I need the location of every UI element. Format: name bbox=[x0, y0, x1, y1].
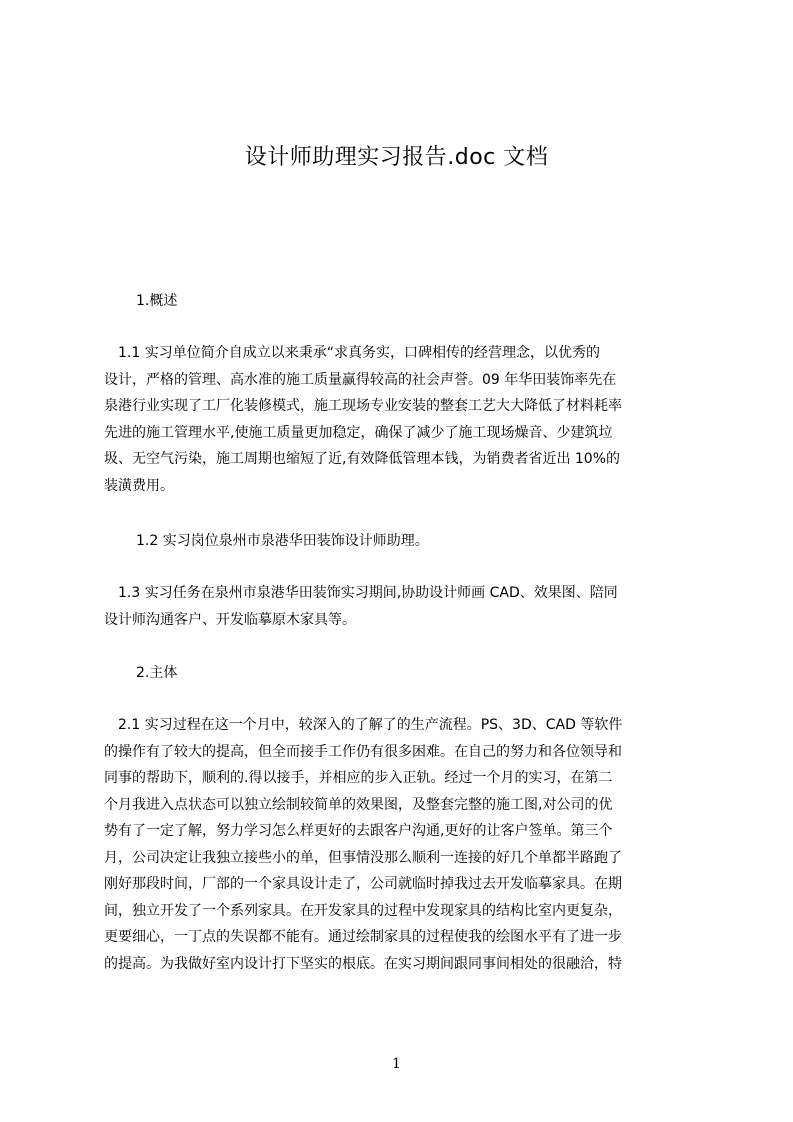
paragraph-line: 同事的帮助下，顺利的.得以接手，并相应的步入正轨。经过一个月的实习，在第二 bbox=[104, 770, 613, 786]
paragraph-line: 1.1 实习单位简介自成立以来秉承“求真务实，口碑相传的经营理念，以优秀的 bbox=[104, 345, 600, 361]
paragraph-line: 的提高。为我做好室内设计打下坚实的根底。在实习期间跟同事间相处的很融洽，特 bbox=[104, 955, 622, 972]
paragraph-1-3 bbox=[104, 580, 704, 633]
document-title: 设计师助理实习报告.doc 文档 bbox=[244, 145, 549, 170]
paragraph-line: 泉港行业实现了工厂化装修模式，施工现场专业安装的整套工艺大大降低了材料耗率 bbox=[104, 398, 622, 414]
paragraph-line: 刚好那段时间，厂部的一个家具设计走了，公司就临时掉我过去开发临摹家具。在期 bbox=[104, 876, 622, 892]
section-2-heading: 2.主体 bbox=[136, 665, 178, 681]
paragraph-line: 更要细心，一丁点的失误都不能有。通过绘制家具的过程使我的绘图水平有了进一步 bbox=[104, 929, 622, 945]
paragraph-1-2: 1.2 实习岗位泉州市泉港华田装饰设计师助理。 bbox=[136, 533, 429, 549]
paragraph-line: 势有了一定了解，努力学习怎么样更好的去跟客户沟通,更好的让客户签单。第三个 bbox=[104, 823, 613, 839]
paragraph-line: 1.3 实习任务在泉州市泉港华田装饰实习期间,协助设计师画 CAD、效果图、陪同 bbox=[104, 585, 618, 601]
paragraph-1-1 bbox=[104, 340, 704, 499]
paragraph-line: 月，公司决定让我独立接些小的单，但事情没那么顺利一连接的好几个单都半路跑了 bbox=[104, 849, 622, 866]
paragraph-line: 个月我进入点状态可以独立绘制较简单的效果图，及整套完整的施工图,对公司的优 bbox=[104, 796, 613, 813]
paragraph-2-1 bbox=[104, 712, 704, 977]
paragraph-line: 间，独立开发了一个系列家具。在开发家具的过程中发现家具的结构比室内更复杂， bbox=[104, 902, 622, 919]
page-number: 1 bbox=[392, 1056, 401, 1072]
paragraph-line: 2.1 实习过程在这一个月中，较深入的了解了的生产流程。PS、3D、CAD 等软件 bbox=[104, 717, 623, 733]
paragraph-line: 设计师沟通客户、开发临摹原木家具等。 bbox=[104, 611, 356, 628]
paragraph-line: 的操作有了较大的提高，但全而接手工作仍有很多困难。在自己的努力和各位领导和 bbox=[104, 743, 622, 760]
section-1-heading: 1.概述 bbox=[136, 293, 178, 309]
paragraph-line: 先进的施工管理水平,使施工质量更加稳定，确保了减少了施工现场燥音、少建筑垃 bbox=[104, 424, 613, 441]
paragraph-line: 圾、无空气污染，施工周期也缩短了近,有效降低管理本钱，为销费者省近出 10%的 bbox=[104, 451, 621, 467]
paragraph-line: 设计，严格的管理、高水准的施工质量赢得较高的社会声誉。09 年华田装饰率先在 bbox=[104, 371, 617, 388]
paragraph-line: 装潢费用。 bbox=[104, 477, 174, 494]
